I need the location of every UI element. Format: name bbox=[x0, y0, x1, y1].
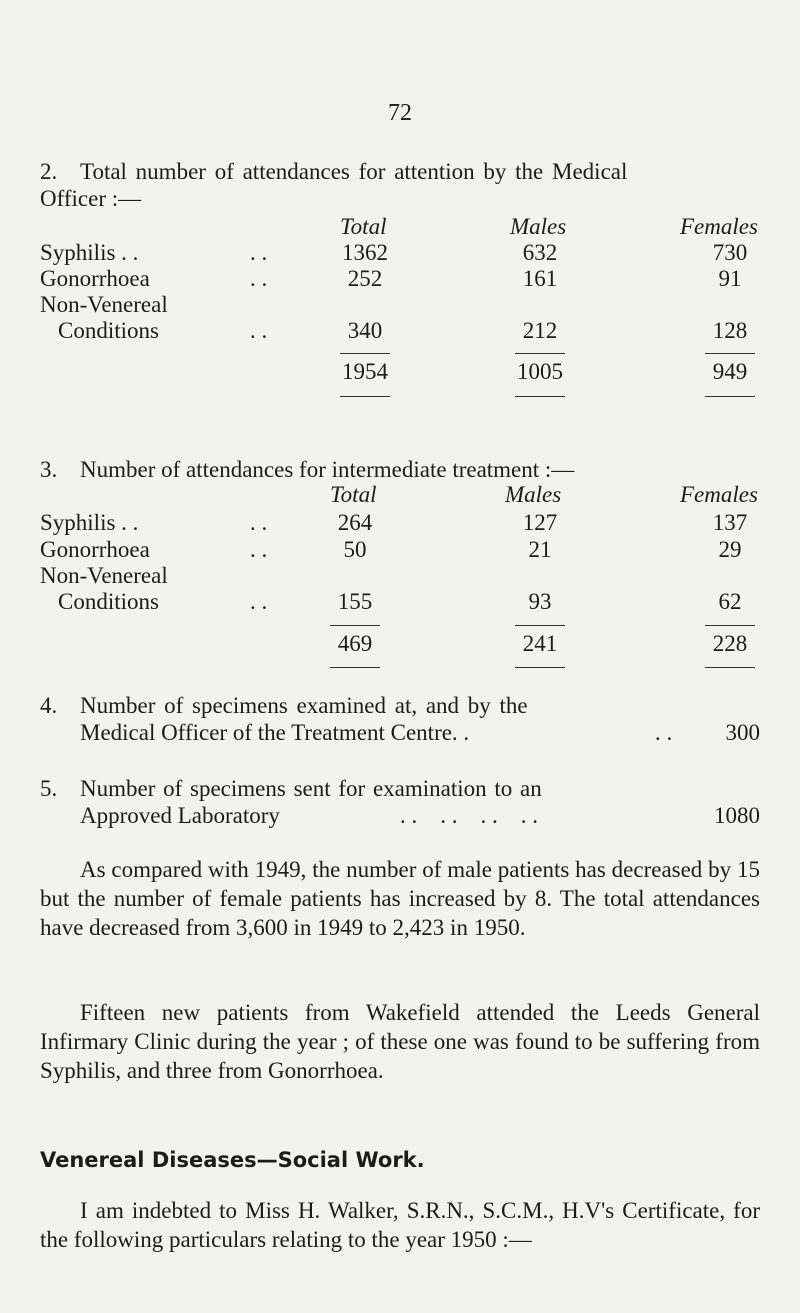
rule bbox=[705, 353, 755, 354]
leader-dots: . . bbox=[250, 510, 268, 535]
header-males: Males bbox=[505, 482, 562, 507]
value: 1080 bbox=[714, 803, 760, 828]
leader-dots: . . bbox=[250, 318, 268, 343]
cell-males: 127 bbox=[522, 510, 558, 535]
section-line: Number of specimens sent for examination to an bbox=[80, 776, 542, 801]
section-line: Number of specimens examined at, and by the bbox=[80, 693, 528, 718]
header-females: Females bbox=[680, 214, 758, 239]
rule bbox=[330, 667, 380, 668]
cell-females: 730 bbox=[712, 240, 748, 265]
cell-females: 91 bbox=[718, 266, 742, 291]
rule bbox=[705, 667, 755, 668]
rule bbox=[515, 353, 565, 354]
cell-males: 212 bbox=[522, 318, 558, 343]
rule bbox=[705, 396, 755, 397]
paragraph: As compared with 1949, the number of male patients has decreased by 15 but the number of female patients has increased by 8. The total attendances have decreased from 3,600 in 1949 to 2,423 in 1950. bbox=[40, 857, 760, 940]
total-males: 241 bbox=[522, 631, 558, 656]
section-heading: Venereal Diseases—Social Work. bbox=[40, 1148, 425, 1172]
rule bbox=[515, 625, 565, 626]
row-label: Non-Venereal bbox=[40, 563, 168, 588]
cell-total: 264 bbox=[337, 510, 373, 535]
cell-total: 155 bbox=[337, 589, 373, 614]
row-label: Non-Venereal bbox=[40, 292, 168, 317]
value: 300 bbox=[725, 720, 760, 745]
row-label: Syphilis . . bbox=[40, 240, 139, 265]
total-females: 949 bbox=[712, 359, 748, 384]
cell-females: 137 bbox=[712, 510, 748, 535]
paragraph: I am indebted to Miss H. Walker, S.R.N., S.C.M., H.V's Certificate, for the following particulars relating to the year 1950 :— bbox=[40, 1198, 760, 1252]
section-title: Total number of attendances for attention by the Medical bbox=[80, 159, 628, 184]
rule bbox=[340, 353, 390, 354]
section-number: 2. bbox=[40, 159, 58, 184]
section-line: Medical Officer of the Treatment Centre. . bbox=[80, 720, 470, 745]
section-title-cont: Officer :— bbox=[40, 186, 142, 211]
paragraph: Fifteen new patients from Wakefield attended the Leeds General Infirmary Clinic during the year ; of these one was found to be suffering from Syphilis, and three from Gonorrhoea. bbox=[40, 1000, 760, 1083]
cell-total: 1362 bbox=[342, 240, 388, 265]
section-number: 5. bbox=[40, 776, 58, 801]
leader-dots: . . bbox=[655, 720, 673, 745]
total-males: 1005 bbox=[517, 359, 563, 384]
rule bbox=[330, 625, 380, 626]
cell-females: 62 bbox=[718, 589, 742, 614]
cell-males: 21 bbox=[528, 537, 552, 562]
leader-dots: . . . . . . . . bbox=[400, 803, 538, 828]
total-total: 469 bbox=[337, 631, 373, 656]
row-label-cont: Conditions bbox=[58, 589, 159, 614]
row-label: Gonorrhoea bbox=[40, 266, 150, 291]
cell-total: 340 bbox=[347, 318, 383, 343]
total-total: 1954 bbox=[342, 359, 388, 384]
section-line: Approved Laboratory bbox=[80, 803, 280, 828]
section-number: 3. bbox=[40, 457, 58, 482]
cell-males: 632 bbox=[522, 240, 558, 265]
cell-females: 128 bbox=[712, 318, 748, 343]
rule bbox=[515, 396, 565, 397]
cell-total: 50 bbox=[343, 537, 367, 562]
total-females: 228 bbox=[712, 631, 748, 656]
cell-males: 93 bbox=[528, 589, 552, 614]
header-females: Females bbox=[680, 482, 758, 507]
row-label: Gonorrhoea bbox=[40, 537, 150, 562]
leader-dots: . . bbox=[250, 537, 268, 562]
section-number: 4. bbox=[40, 693, 58, 718]
rule bbox=[340, 396, 390, 397]
leader-dots: . . bbox=[250, 240, 268, 265]
cell-males: 161 bbox=[522, 266, 558, 291]
header-total: Total bbox=[330, 482, 377, 507]
page-number: 72 bbox=[388, 100, 412, 126]
row-label: Syphilis . . bbox=[40, 510, 139, 535]
leader-dots: . . bbox=[250, 589, 268, 614]
rule bbox=[515, 667, 565, 668]
cell-females: 29 bbox=[718, 537, 742, 562]
header-total: Total bbox=[340, 214, 387, 239]
rule bbox=[705, 625, 755, 626]
section-title: Number of attendances for intermediate treatment :— bbox=[80, 457, 575, 482]
header-males: Males bbox=[510, 214, 567, 239]
row-label-cont: Conditions bbox=[58, 318, 159, 343]
cell-total: 252 bbox=[347, 266, 383, 291]
leader-dots: . . bbox=[250, 266, 268, 291]
